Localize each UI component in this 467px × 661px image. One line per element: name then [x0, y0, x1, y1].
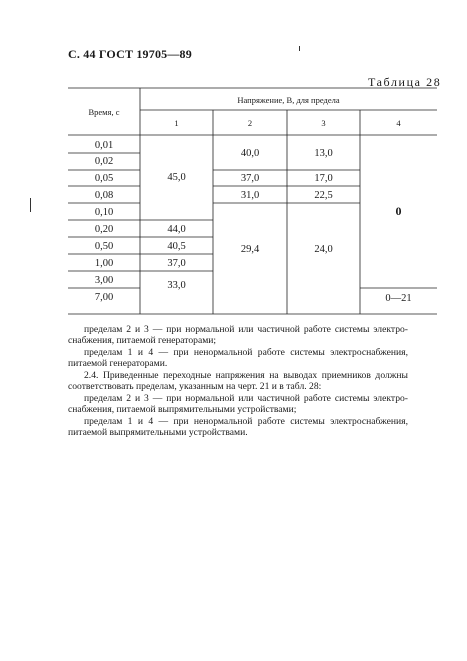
- limit-1-cell: 40,5: [167, 241, 186, 252]
- limit-2-cell: 29,4: [240, 244, 260, 255]
- time-cell: 0,02: [94, 156, 114, 167]
- paragraph: пределам 2 и 3 — при нормальной или частичной работе системы электроснабжения, питаемой выпрямительными устройствами;: [68, 393, 408, 415]
- limit-1-cell: 44,0: [167, 224, 186, 235]
- time-cell: 3,00: [94, 275, 114, 286]
- limit-4-cell: 0—21: [385, 293, 412, 304]
- scan-speck: [299, 46, 300, 51]
- limit-1-cell: 45,0: [167, 172, 186, 183]
- time-cell: 1,00: [94, 258, 114, 269]
- time-cell: 7,00: [94, 292, 114, 303]
- time-column-header: Время, с: [88, 107, 120, 117]
- limit-4-header: 4: [396, 118, 401, 128]
- time-cell: 0,01: [94, 140, 114, 151]
- paragraph: пределам 1 и 4 — при ненормальной работе системы электроснабжения, питаемой генераторами.: [68, 347, 408, 369]
- page-header: С. 44 ГОСТ 19705—89: [68, 47, 192, 61]
- limit-1-cell: 33,0: [167, 280, 186, 291]
- limit-1-cell: 37,0: [167, 258, 186, 269]
- limit-3-cell: 24,0: [314, 244, 333, 255]
- margin-mark: [30, 198, 31, 212]
- limit-3-cell: 22,5: [314, 190, 333, 201]
- time-cell: 0,05: [94, 173, 114, 184]
- paragraph: 2.4. Приведенные переходные напряжения на выводах приемников должны соответствовать пределам, указанным на черт. 21 и в табл. 28:: [68, 370, 408, 392]
- limit-4-cell: 0: [395, 204, 402, 218]
- time-cell: 0,50: [94, 241, 114, 252]
- limit-3-cell: 13,0: [314, 148, 333, 159]
- table-caption: Таблица 28: [368, 75, 442, 89]
- voltage-group-header: Напряжение, В, для предела: [237, 95, 340, 105]
- limit-3-cell: 17,0: [314, 173, 333, 184]
- limit-1-header: 1: [174, 118, 179, 128]
- time-cell: 0,20: [94, 224, 114, 235]
- limit-2-cell: 40,0: [240, 148, 260, 159]
- limit-3-header: 3: [321, 118, 326, 128]
- time-cell: 0,08: [94, 190, 114, 201]
- limit-2-header: 2: [247, 118, 253, 128]
- limit-2-cell: 37,0: [240, 173, 260, 184]
- paragraph: пределам 2 и 3 — при нормальной или частичной работе системы электроснабжения, питаемой генераторами;: [68, 324, 408, 346]
- limit-2-cell: 31,0: [240, 190, 260, 201]
- time-cell: 0,10: [94, 207, 114, 218]
- paragraph: пределам 1 и 4 — при ненормальной работе системы электроснабжения, питаемой выпрямительными устройствами.: [68, 416, 408, 438]
